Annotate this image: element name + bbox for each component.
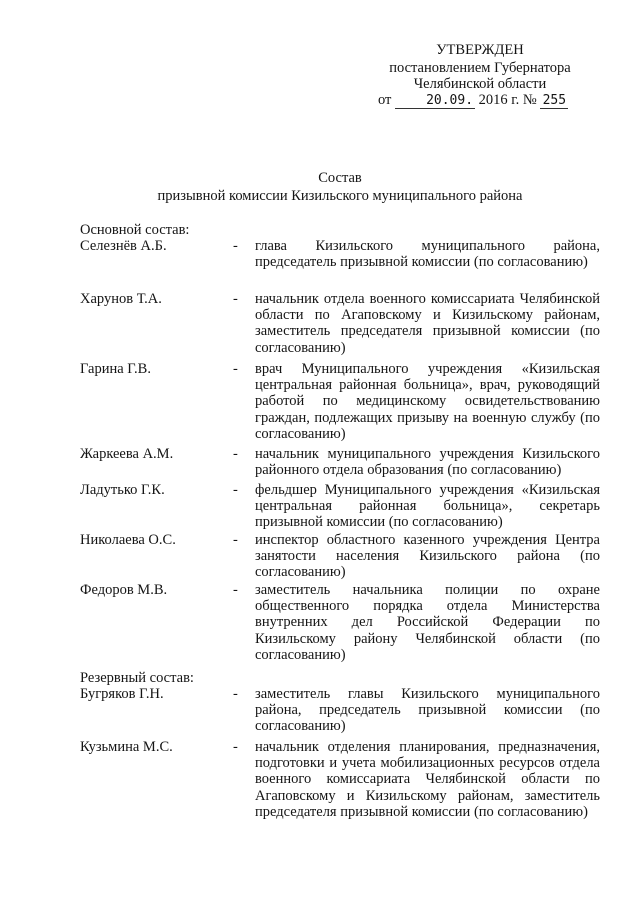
member-description: инспектор областного казенного учреждения Центра занятости населения Кизильского района (по согласованию) [255,532,600,581]
title-line-1: Состав [318,170,362,186]
member-name: Харунов Т.А. [80,291,162,307]
main-section-label: Основной состав: [80,222,190,238]
approval-line-2: Челябинской области [413,76,547,92]
member-dash: - [233,291,238,307]
member-name: Бугряков Г.Н. [80,686,164,702]
approval-date-line [370,92,590,109]
approval-line-1: постановлением Губернатора [389,60,571,76]
member-name: Селезнёв А.Б. [80,238,167,254]
member-name: Ладутько Г.К. [80,482,165,498]
number-sign: № [522,92,537,108]
member-dash: - [233,739,238,755]
member-dash: - [233,238,238,254]
approval-heading: УТВЕРЖДЕН [436,42,524,58]
member-dash: - [233,686,238,702]
member-dash: - [233,361,238,377]
member-description: заместитель главы Кизильского муниципального района, председатель призывной комиссии (по согласованию) [255,686,600,735]
number-value: 255 [540,93,568,109]
approval-stamp [370,42,590,109]
date-value: 20.09. [395,93,475,109]
date-prefix: от [378,92,392,108]
title-line-2: призывной комиссии Кизильского муниципального района [157,188,523,204]
member-description: заместитель начальника полиции по охране общественного порядка отдела Министерства внутренних дел Российской Федерации по Кизильскому району Челябинской области (по согласованию) [255,582,600,663]
member-dash: - [233,582,238,598]
document-title [80,170,600,206]
member-name: Кузьмина М.С. [80,739,173,755]
member-name: Федоров М.В. [80,582,168,598]
member-description: начальник муниципального учреждения Кизильского районного отдела образования (по согласованию) [255,446,600,479]
member-name: Жаркеева А.М. [80,446,174,462]
member-name: Гарина Г.В. [80,361,151,377]
member-description: фельдшер Муниципального учреждения «Кизильская центральная районная больница», секретарь призывной комиссии (по согласованию) [255,482,600,531]
member-description: врач Муниципального учреждения «Кизильская центральная районная больница», врач, руководящий работой по медицинскому освидетельствованию граждан, подлежащих призыву на военную службу (по согласованию) [255,361,600,442]
member-dash: - [233,446,238,462]
member-dash: - [233,482,238,498]
year: 2016 г. [478,92,520,108]
reserve-section-label: Резервный состав: [80,670,194,686]
member-description: начальник отдела военного комиссариата Челябинской области по Агаповскому и Кизильскому районам, заместитель председателя призывной комиссии (по согласованию) [255,291,600,356]
member-description: начальник отделения планирования, предназначения, подготовки и учета мобилизационных ресурсов отдела военного комиссариата Челябинской области по Агаповскому и Кизильскому районам, заместитель председателя призывной комиссии (по согласованию) [255,739,600,820]
member-dash: - [233,532,238,548]
member-name: Николаева О.С. [80,532,176,548]
member-description: глава Кизильского муниципального района, председатель призывной комиссии (по согласованию) [255,238,600,271]
